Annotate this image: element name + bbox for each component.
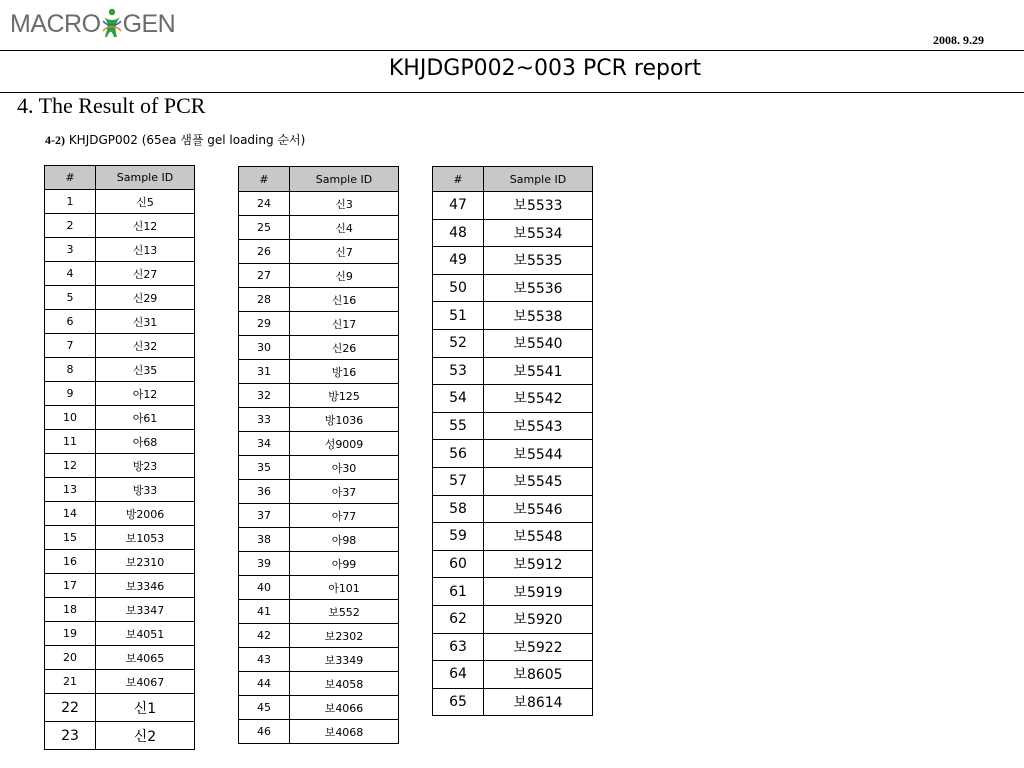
sample-number: 63 [433,633,484,661]
table-row [45,310,195,334]
sample-number: 56 [433,440,484,468]
table-row [433,247,593,275]
table-header-row [45,166,195,190]
sample-id: 보5543 [484,412,593,440]
sample-number: 47 [433,192,484,220]
sample-table-3 [432,166,593,716]
table-row [433,495,593,523]
sample-number: 40 [239,576,290,600]
sample-id: 신4 [290,216,399,240]
sample-number: 33 [239,408,290,432]
table-header-row [433,167,593,192]
sample-id: 보5922 [484,633,593,661]
sample-number: 35 [239,456,290,480]
table-row [45,550,195,574]
sample-number: 13 [45,478,96,502]
column-header-sample-id: Sample ID [96,166,195,190]
sample-id: 보4051 [96,622,195,646]
sample-number: 19 [45,622,96,646]
table-row [239,312,399,336]
sample-id: 아12 [96,382,195,406]
table-row [45,574,195,598]
sample-number: 44 [239,672,290,696]
table-row [45,262,195,286]
table-row [45,454,195,478]
sample-id: 성9009 [290,432,399,456]
table-row [239,240,399,264]
sample-id: 신16 [290,288,399,312]
sample-id: 보5920 [484,605,593,633]
sample-number: 43 [239,648,290,672]
sample-id: 아61 [96,406,195,430]
sample-number: 4 [45,262,96,286]
sample-number: 49 [433,247,484,275]
sample-id: 보5912 [484,550,593,578]
sample-number: 37 [239,504,290,528]
table-row [433,302,593,330]
sample-id: 아37 [290,480,399,504]
sample-number: 65 [433,688,484,716]
sample-id: 신9 [290,264,399,288]
table-row [239,384,399,408]
table-row [433,605,593,633]
sample-number: 48 [433,219,484,247]
sample-number: 18 [45,598,96,622]
column-header-sample-id: Sample ID [484,167,593,192]
table-row [239,624,399,648]
sample-id: 보8605 [484,661,593,689]
sample-id: 보2302 [290,624,399,648]
sample-id: 보5545 [484,467,593,495]
table-row [239,672,399,696]
table-row [433,274,593,302]
table-row [239,216,399,240]
table-row [239,408,399,432]
sample-number: 12 [45,454,96,478]
table-row [239,456,399,480]
sample-id: 신17 [290,312,399,336]
sample-id: 신3 [290,192,399,216]
table-row [239,600,399,624]
sample-id: 아77 [290,504,399,528]
table-row [45,622,195,646]
sample-number: 8 [45,358,96,382]
table-row [433,329,593,357]
table-row [45,214,195,238]
column-header-number: # [433,167,484,192]
sample-id: 신29 [96,286,195,310]
sample-number: 31 [239,360,290,384]
table-row [45,502,195,526]
sample-number: 53 [433,357,484,385]
sample-id: 보5546 [484,495,593,523]
page-title: KHJDGP002~003 PCR report [388,56,702,81]
sample-id: 보5533 [484,192,593,220]
table-row [45,526,195,550]
table-row [45,598,195,622]
sample-number: 11 [45,430,96,454]
sample-number: 2 [45,214,96,238]
table-row [239,504,399,528]
table-row [239,288,399,312]
sample-id: 보5536 [484,274,593,302]
sample-number: 27 [239,264,290,288]
sample-number: 6 [45,310,96,334]
sample-number: 57 [433,467,484,495]
table-row [433,467,593,495]
table-row [433,523,593,551]
sample-number: 51 [433,302,484,330]
sample-id: 보5919 [484,578,593,606]
sample-number: 46 [239,720,290,744]
table-row [45,646,195,670]
subtitle-number: 4-2) [45,133,65,147]
table-row [239,360,399,384]
table-row [433,550,593,578]
table-row [239,528,399,552]
sample-id: 보5544 [484,440,593,468]
sample-number: 36 [239,480,290,504]
sample-number: 28 [239,288,290,312]
sample-number: 5 [45,286,96,310]
table-row [45,430,195,454]
table-row [433,192,593,220]
sample-number: 62 [433,605,484,633]
table-row [45,238,195,262]
sample-number: 17 [45,574,96,598]
sample-id: 보4068 [290,720,399,744]
sample-id: 신12 [96,214,195,238]
table-row [433,219,593,247]
logo-text-left: MACRO [10,9,101,38]
table-row [45,694,195,722]
logo-figure-icon [101,7,123,41]
sample-number: 26 [239,240,290,264]
sample-table-2 [238,166,399,744]
sample-number: 41 [239,600,290,624]
sample-id: 보8614 [484,688,593,716]
section-subtitle [45,131,305,148]
sample-number: 52 [433,329,484,357]
table-row [433,661,593,689]
sample-id: 보552 [290,600,399,624]
sample-id: 보4066 [290,696,399,720]
sample-number: 21 [45,670,96,694]
table-row [433,578,593,606]
sample-id: 방125 [290,384,399,408]
table-row [239,480,399,504]
subtitle-text: KHJDGP002 (65ea 샘플 gel loading 순서) [65,133,306,147]
table-row [45,722,195,750]
table-header-row [239,167,399,192]
sample-id: 아98 [290,528,399,552]
sample-id: 보3347 [96,598,195,622]
sample-id: 보2310 [96,550,195,574]
section-heading: 4. The Result of PCR [17,93,206,118]
table-row [433,385,593,413]
sample-number: 15 [45,526,96,550]
sample-id: 아101 [290,576,399,600]
sample-number: 38 [239,528,290,552]
table-row [239,264,399,288]
sample-id: 보3349 [290,648,399,672]
company-logo [10,6,175,42]
sample-id: 보4067 [96,670,195,694]
sample-id: 아68 [96,430,195,454]
sample-id: 신2 [96,722,195,750]
sample-id: 보5540 [484,329,593,357]
sample-number: 10 [45,406,96,430]
table-row [45,478,195,502]
table-row [239,432,399,456]
table-row [433,440,593,468]
table-row [45,382,195,406]
sample-number: 50 [433,274,484,302]
sample-id: 방16 [290,360,399,384]
table-row [433,633,593,661]
header-divider-top [0,50,1024,51]
table-row [239,336,399,360]
sample-id: 신26 [290,336,399,360]
sample-number: 39 [239,552,290,576]
sample-number: 32 [239,384,290,408]
sample-id: 방33 [96,478,195,502]
table-row [45,334,195,358]
sample-id: 신27 [96,262,195,286]
table-row [45,358,195,382]
sample-number: 16 [45,550,96,574]
sample-number: 23 [45,722,96,750]
table-row [433,412,593,440]
sample-number: 34 [239,432,290,456]
sample-number: 59 [433,523,484,551]
table-row [45,286,195,310]
sample-id: 보5542 [484,385,593,413]
sample-number: 58 [433,495,484,523]
table-row [239,648,399,672]
sample-id: 신1 [96,694,195,722]
sample-id: 신35 [96,358,195,382]
column-header-sample-id: Sample ID [290,167,399,192]
sample-number: 42 [239,624,290,648]
sample-number: 1 [45,190,96,214]
sample-id: 보5548 [484,523,593,551]
sample-number: 14 [45,502,96,526]
sample-id: 보3346 [96,574,195,598]
sample-id: 신5 [96,190,195,214]
table-row [239,720,399,744]
logo-text-right: GEN [122,9,176,38]
sample-id: 신31 [96,310,195,334]
table-row [45,190,195,214]
sample-number: 61 [433,578,484,606]
sample-id: 보5534 [484,219,593,247]
sample-number: 60 [433,550,484,578]
sample-number: 3 [45,238,96,262]
table-row [433,688,593,716]
sample-id: 방2006 [96,502,195,526]
sample-number: 30 [239,336,290,360]
sample-id: 신32 [96,334,195,358]
sample-number: 64 [433,661,484,689]
sample-number: 25 [239,216,290,240]
sample-number: 22 [45,694,96,722]
table-row [239,696,399,720]
sample-id: 보4058 [290,672,399,696]
table-row [45,670,195,694]
table-row [239,192,399,216]
sample-id: 아99 [290,552,399,576]
sample-id: 방23 [96,454,195,478]
sample-number: 54 [433,385,484,413]
table-row [239,552,399,576]
sample-id: 보5538 [484,302,593,330]
sample-id: 보5535 [484,247,593,275]
sample-id: 보4065 [96,646,195,670]
table-row [239,576,399,600]
sample-number: 9 [45,382,96,406]
sample-table-1 [44,165,195,750]
sample-number: 55 [433,412,484,440]
table-row [45,406,195,430]
sample-id: 신13 [96,238,195,262]
sample-number: 7 [45,334,96,358]
sample-number: 24 [239,192,290,216]
sample-number: 29 [239,312,290,336]
sample-id: 방1036 [290,408,399,432]
sample-id: 보1053 [96,526,195,550]
sample-number: 20 [45,646,96,670]
report-date: 2008. 9.29 [933,33,984,47]
column-header-number: # [239,167,290,192]
sample-id: 보5541 [484,357,593,385]
sample-number: 45 [239,696,290,720]
table-row [433,357,593,385]
column-header-number: # [45,166,96,190]
sample-id: 아30 [290,456,399,480]
sample-id: 신7 [290,240,399,264]
